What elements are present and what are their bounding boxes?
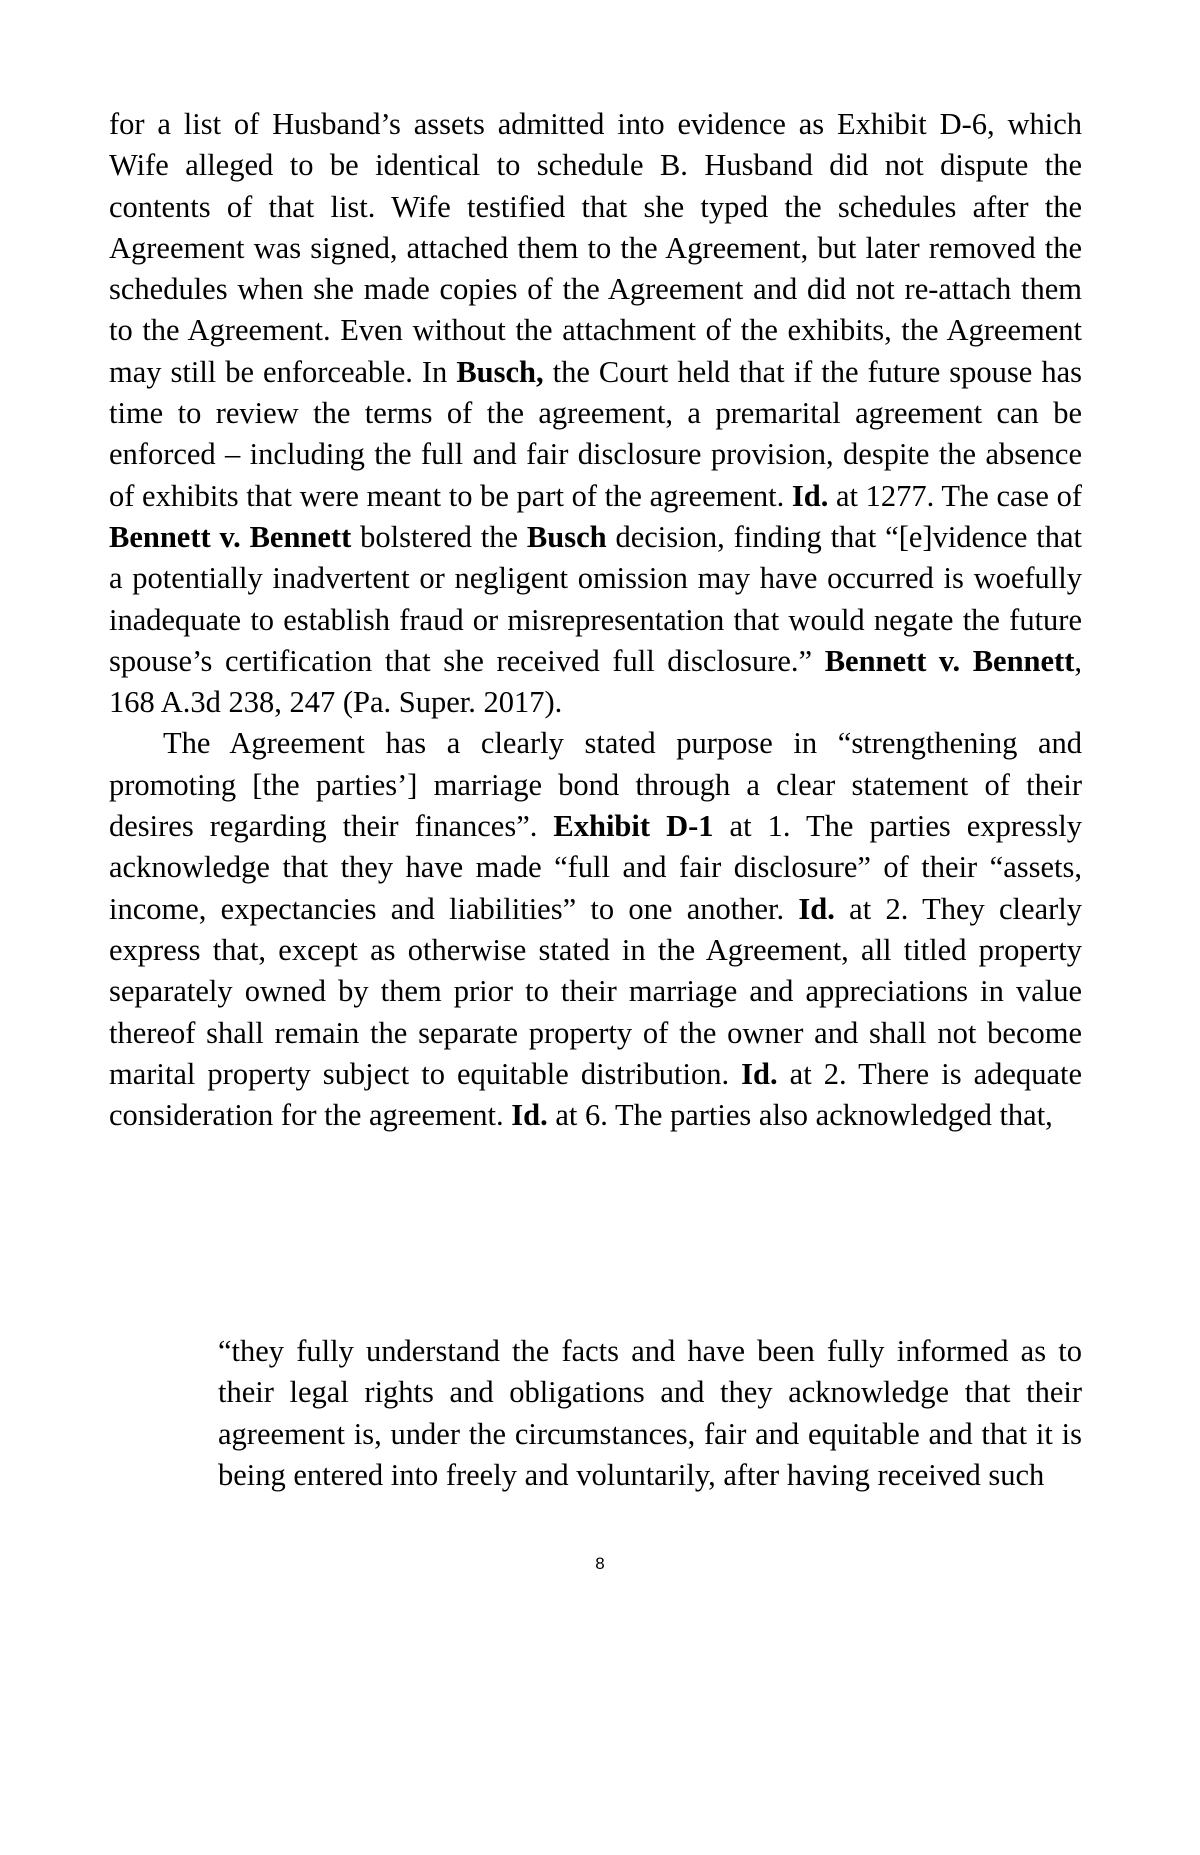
paragraph1-text-5: decision, finding that “[e]vidence that a potentially inadvertent or negligent omission may have occurred is woefully inadequate to establish fraud or misrepresentation that would negate the future spouse’s certification that she received full disclosure.”: [109, 519, 1083, 678]
main-body: [109, 104, 1082, 1136]
paragraph2-text-4: at 2. There is adequate consideration for the agreement.: [109, 1056, 1082, 1133]
paragraph2-text-1: The Agreement has a clearly stated purpose in “strengthening and promoting [the parties’] marriage bond through a clear statement of their desires regarding their finances”.: [109, 726, 1082, 844]
citation-id-2: Id.: [741, 1056, 778, 1091]
case-name-bennett: Bennett v. Bennett: [109, 519, 352, 554]
paragraph-continuation: [109, 104, 1082, 723]
paragraph1-text-4: bolstered the: [351, 519, 527, 554]
block-quote: [218, 1331, 1082, 1496]
exhibit-reference: Exhibit D-1: [553, 809, 714, 844]
paragraph1-text-1: for a list of Husband’s assets admitted into evidence as Exhibit D-6, which Wife alleged to be identical to schedule B. Husband did not dispute the contents of that list. Wife testified that she typed the schedules after the Agreement was signed, attached them to the Agreement, but later removed the schedules when she made copies of the Agreement and did not re-attach them to the Agreement. Even without the attachment of the exhibits, the Agreement may still be enforceable. In: [109, 107, 1082, 389]
case-name-busch: Busch,: [456, 354, 544, 389]
block-quote-text: “they fully understand the facts and have been fully informed as to their legal rights and obligations and they acknowledge that their agreement is, under the circumstances, fair and equitable and that it is being entered into freely and voluntarily, after having received such: [218, 1334, 1082, 1492]
paragraph2-text-5: at 6. The parties also acknowledged that,: [547, 1098, 1053, 1133]
case-name-busch-2: Busch: [526, 519, 607, 554]
citation-id-1: Id.: [798, 891, 835, 926]
paragraph2-text-2: at 1. The parties expressly acknowledge that they have made “full and fair disclosure” of their “assets, income, expectancies and liabilities” to one another.: [109, 809, 1082, 926]
paragraph1-text-3: at 1277. The case of: [828, 478, 1082, 513]
page-number: 8: [595, 1554, 605, 1573]
case-citation-bennett: Bennett v. Bennett: [824, 643, 1075, 678]
paragraph1-text-2: the Court held that if the future spouse has time to review the terms of the agreement, a premarital agreement can be enforced – including the full and fair disclosure provision, despite the absence of exhibits that were meant to be part of the agreement.: [109, 354, 1082, 513]
citation-id-3: Id.: [511, 1098, 548, 1133]
paragraph-agreement-purpose: [109, 723, 1082, 1136]
citation-id: Id.: [791, 478, 829, 513]
paragraph2-text-3: at 2. They clearly express that, except as otherwise stated in the Agreement, all titled property separately owned by them prior to their marriage and appreciations in value thereof shall remain the separate property of the owner and shall not become marital property subject to equitable distribution.: [109, 891, 1082, 1091]
paragraph1-text-6: , 168 A.3d 238, 247 (Pa. Super. 2017).: [109, 643, 1082, 720]
